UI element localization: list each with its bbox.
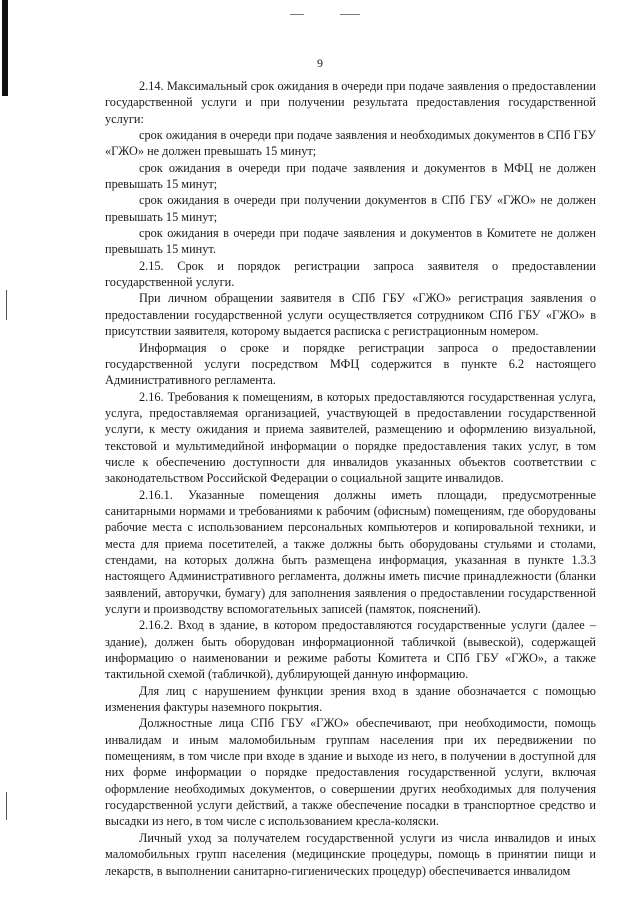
paragraph-2-16-2: 2.16.2. Вход в здание, в котором предоставляются государственные услуги (далее – здание), должен быть оборудован информационной табличкой (вывеской), содержащей информацию о наименовании и режиме работы Комитета и СПб ГБУ «ГЖО», а также тактильной схемой (табличкой), дублирующей данную информацию.: [105, 618, 596, 682]
paragraph-wait-submit-mfc: срок ожидания в очереди при подаче заявления и документов в МФЦ не должен превышать 15 минут;: [105, 160, 596, 192]
scan-edge-mark: [2, 0, 8, 96]
paragraph-2-14: 2.14. Максимальный срок ожидания в очереди при подаче заявления о предоставлении государственной услуги и при получении результата предоставления государственной услуги:: [105, 79, 596, 126]
paragraph-wait-submit-committee: срок ожидания в очереди при подаче заявления и документов в Комитете не должен превышать 15 минут.: [105, 226, 596, 257]
page-number: 9: [317, 56, 323, 70]
paragraph-wait-submit-gzho: срок ожидания в очереди при подаче заявления и необходимых документов в СПб ГБУ «ГЖО» не должен превышать 15 минут;: [105, 128, 596, 159]
paragraph-2-16-1: 2.16.1. Указанные помещения должны иметь площади, предусмотренные санитарными нормами и требованиями к рабочим (офисным) помещениям, где оборудованы рабочие места с использованием персональных компьютеров и копировальной техники, и места для приема посетителей, а также должны быть оборудованы стульями и столами, стендами, на которых должна быть размещена информация, указанная в пункте 1.3.3 настоящего Административного регламента, должны иметь писчие принадлежности (бланки заявлений, авторучки, бумагу) для заполнения заявления о предоставлении государственной услуги и производству вспомогательных записей (памяток, пояснений).: [105, 487, 596, 616]
scan-top-mark: [340, 14, 360, 15]
paragraph-staff-assistance: Должностные лица СПб ГБУ «ГЖО» обеспечивают, при необходимости, помощь инвалидам и иным маломобильным группам населения при их передвижении по помещениям, в том числе при входе в здание и выходе из него, в получении в доступной для них форме информации о порядке предоставления государственной услуги, включая оформление необходимых документов, о совершении других необходимых для получения государственной услуги действий, а также обеспечение посадки в транспортное средство и высадки из него, в том числе с использованием кресла-коляски.: [105, 716, 596, 829]
scan-top-mark: [290, 14, 304, 15]
paragraph-visual-impairment: Для лиц с нарушением функции зрения вход в здание обозначается с помощью изменения фактуры наземного покрытия.: [105, 683, 596, 715]
paragraph-2-15: 2.15. Срок и порядок регистрации запроса заявителя о предоставлении государственной услуги.: [105, 258, 596, 290]
document-body: [105, 78, 596, 879]
scan-margin-mark: [6, 290, 7, 320]
scan-margin-mark: [6, 792, 7, 820]
paragraph-2-16: 2.16. Требования к помещениям, в которых предоставляются государственная услуга, услуга, предоставляемая организацией, участвующей в предоставлении государственной услуги, к месту ожидания и приема заявителей, размещению и оформлению визуальной, текстовой и мультимедийной информации о порядке предоставления таких услуг, в том числе к обеспечению доступности для инвалидов указанных объектов соответствии с законодательством Российской Федерации о социальной защите инвалидов.: [105, 389, 596, 486]
paragraph-wait-receive-gzho: срок ожидания в очереди при получении документов в СПб ГБУ «ГЖО» не должен превышать 15 минут;: [105, 193, 596, 224]
paragraph-personal-registration: При личном обращении заявителя в СПб ГБУ «ГЖО» регистрация заявления о предоставлении государственной услуги осуществляется сотрудником СПб ГБУ «ГЖО» в присутствии заявителя, которому выдается расписка с регистрационным номером.: [105, 291, 596, 339]
paragraph-personal-care: Личный уход за получателем государственной услуги из числа инвалидов и иных маломобильных групп населения (медицинские процедуры, помощь в принятии пищи и лекарств, в выполнении санитарно-гигиенических процедур) обеспечивается инвалидом: [105, 830, 596, 878]
paragraph-mfc-registration-info: Информация о сроке и порядке регистрации запроса о предоставлении государственной услуги посредством МФЦ содержится в пункте 6.2 настоящего Административного регламента.: [105, 340, 596, 388]
